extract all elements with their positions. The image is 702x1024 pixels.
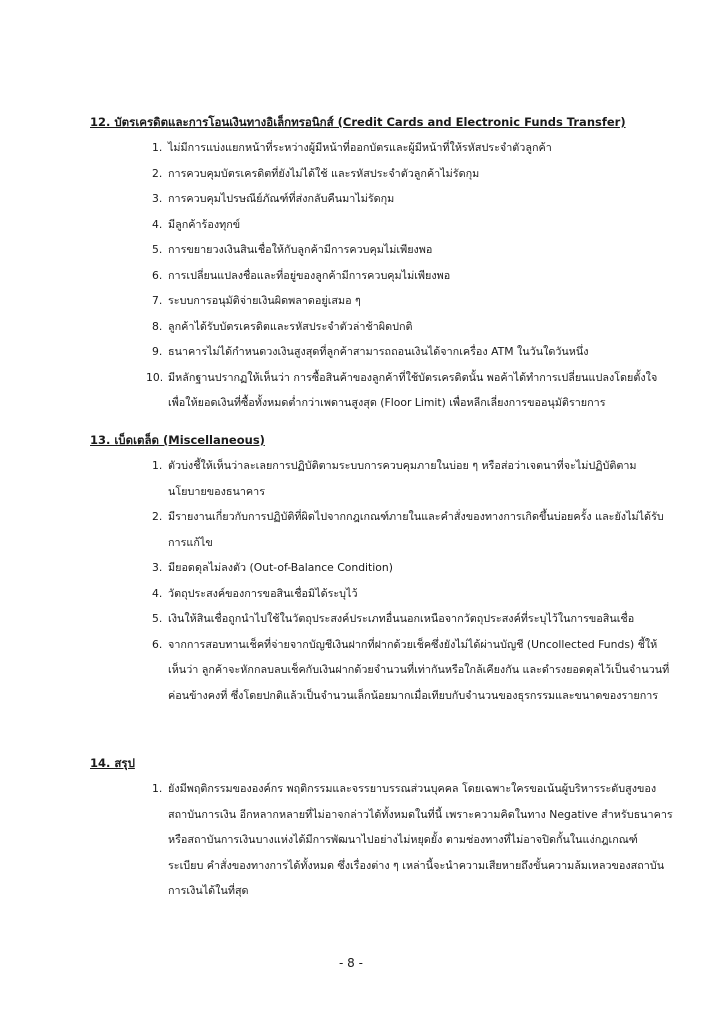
list-item: 7. ระบบการอนุมัติจ่ายเงินผิดพลาดอยู่เสมอ ๆ [152, 294, 361, 307]
list-item: 10. มีหลักฐานปรากฏให้เห็นว่า การซื้อสินค้าของลูกค้าที่ใช้บัตรเครดิตนั้น พอค้าได้ทำการเปลี่ยนแปลงโดยตั้งใจเพื่อให้ยอดเงินที่ซื้อทั้งหมดต่ำกว่าเพดานสูงสุด (Floor Limit) เพื่อหลีกเลี่ยงการขออนุมัติรายการ [146, 370, 658, 409]
list-item: 6. จากการสอบทานเช็คที่จ่ายจากบัญชีเงินฝากที่ฝากด้วยเช็คซึ่งยังไม่ได้ผ่านบัญชี (Uncollected Funds) ชี้ให้เห็นว่า ลูกค้าจะหักกลบลบเช็คกับเงินฝากด้วยจำนวนที่เท่ากันหรือใกล้เคียงกัน และดำรงยอดดุลไว้เป็นจำนวนที่ค่อนข้างคงที่ ซึ่งโดยปกติแล้วเป็นจำนวนเล็กน้อยมากเมื่อเทียบกับจำนวนของธุรกรรมและขนาดของรายการ [152, 637, 670, 702]
section-13-list [152, 453, 674, 708]
list-item: 2. การควบคุมบัตรเครดิตที่ยังไม่ได้ใช้ และรหัสประจำตัวลูกค้าไม่รัดกุม [152, 166, 480, 180]
list-item: 2. มีรายงานเกี่ยวกับการปฏิบัติที่ผิดไปจากกฎเกณฑ์ภายในและคำสั่งของทางการเกิดขึ้นบ่อยครั้ง และยังไม่ได้รับการแก้ไข [152, 510, 664, 549]
list-item: 5. เงินให้สินเชื่อถูกนำไปใช้ในวัตถุประสงค์ประเภทอื่นนอกเหนือจากวัตถุประสงค์ที่ระบุไว้ในการขอสินเชื่อ [152, 612, 635, 625]
section-14-list [152, 776, 674, 904]
list-item: 1. ยังมีพฤติกรรมขององค์กร พฤติกรรมและจรรยาบรรณส่วนบุคคล โดยเฉพาะใครขอเน้นผู้บริหารระดับสูงของสถาบันการเงิน อีกหลากหลายที่ไม่อาจกล่าวได้ทั้งหมดในที่นี้ เพราะความคิดในทาง Negative สำหรับธนาคารหรือสถาบันการเงินบางแห่งได้มีการพัฒนาไปอย่างไม่หยุดยั้ง ตามช่องทางที่ไม่อาจปิดกั้นในแง่กฎเกณฑ์ ระเบียบ คำสั่งของทางการได้ทั้งหมด ซึ่งเรื่องต่าง ๆ เหล่านี้จะนำความเสียหายถึงขั้นความล้มเหลวของสถาบันการเงินได้ในที่สุด [152, 782, 673, 897]
list-item: 1. ตัวบ่งชี้ให้เห็นว่าละเลยการปฏิบัติตามระบบการควบคุมภายในบ่อย ๆ หรือส่อว่าเจตนาที่จะไม่ปฏิบัติตามนโยบายของธนาคาร [152, 459, 637, 498]
list-item: 3. การควบคุมไปรษณีย์ภัณฑ์ที่ส่งกลับคืนมาไม่รัดกุม [152, 192, 395, 205]
list-item: 4. วัตถุประสงค์ของการขอสินเชื่อมิได้ระบุไว้ [152, 586, 358, 600]
list-item: 6. การเปลี่ยนแปลงชื่อและที่อยู่ของลูกค้ามีการควบคุมไม่เพียงพอ [152, 268, 451, 282]
section-13-heading: 13. เบ็ดเตล็ด (Miscellaneous) [90, 433, 265, 447]
page-number: - 8 - [339, 956, 363, 970]
list-item: 1. ไม่มีการแบ่งแยกหน้าที่ระหว่างผู้มีหน้าที่ออกบัตรและผู้มีหน้าที่ให้รหัสประจำตัวลูกค้า [152, 141, 552, 154]
list-item: 3. มียอดดุลไม่ลงตัว (Out-of-Balance Condition) [152, 561, 393, 574]
list-item: 8. ลูกค้าได้รับบัตรเครดิตและรหัสประจำตัวล่าช้าผิดปกติ [152, 319, 413, 333]
list-item: 5. การขยายวงเงินสินเชื่อให้กับลูกค้ามีการควบคุมไม่เพียงพอ [152, 243, 433, 256]
section-12-heading: 12. บัตรเครดิตและการโอนเงินทางอิเล็กทรอนิกส์ (Credit Cards and Electronic Funds Transfer) [90, 115, 626, 129]
list-item: 4. มีลูกค้าร้องทุกข์ [152, 217, 241, 231]
section-14-heading: 14. สรุป [90, 756, 135, 770]
section-12-list [146, 135, 674, 416]
list-item: 9. ธนาคารไม่ได้กำหนดวงเงินสูงสุดที่ลูกค้าสามารถถอนเงินได้จากเครื่อง ATM ในวันใดวันหนึ่ง [152, 345, 589, 358]
